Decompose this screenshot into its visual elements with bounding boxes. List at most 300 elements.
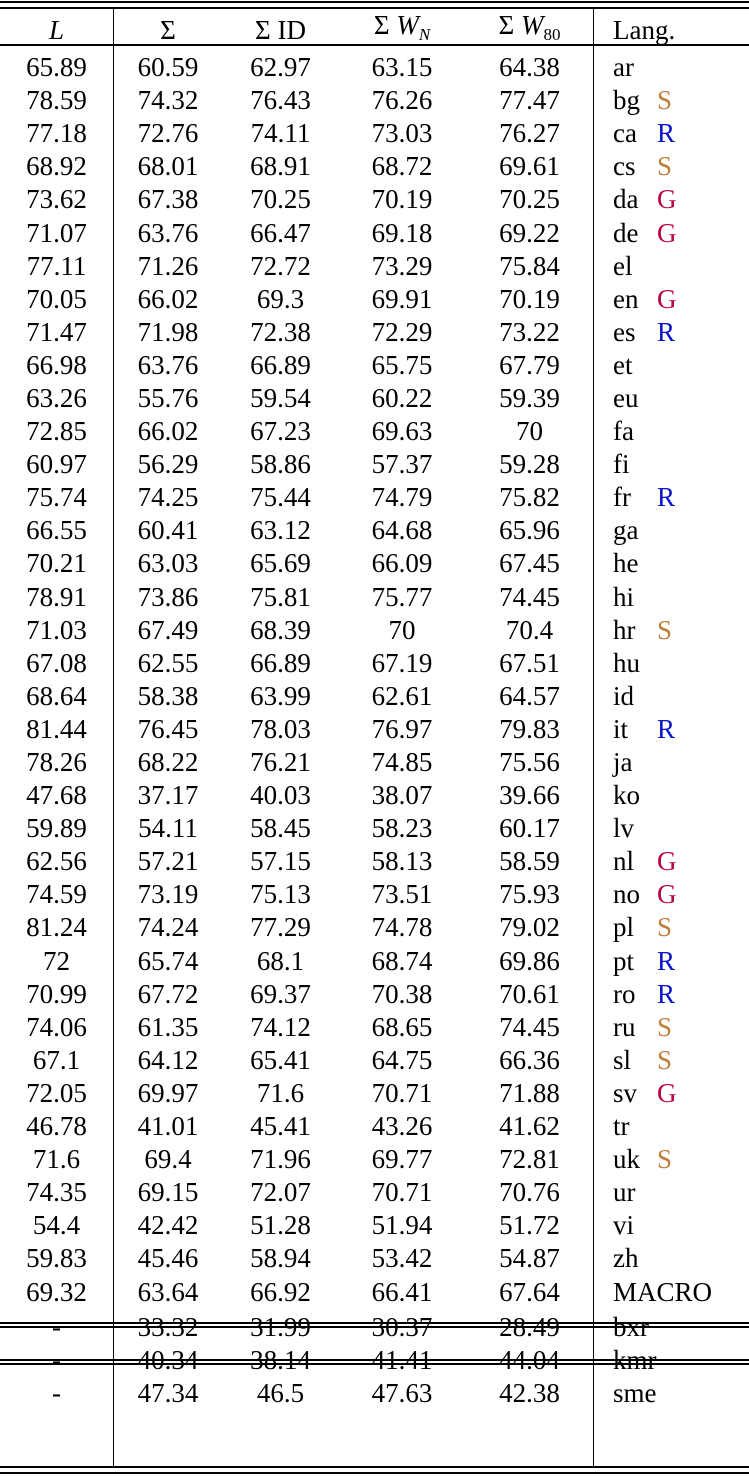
cell-s: 40.34 [137, 1344, 199, 1375]
cell-sid: 58.94 [250, 1243, 311, 1274]
cell-sw80: 75.56 [499, 747, 560, 778]
cell-sid: 75.13 [250, 879, 311, 910]
family-tag: S [657, 151, 673, 182]
cell-s: 67.72 [137, 978, 199, 1009]
cell-s: 72.76 [137, 118, 199, 149]
cell-sid: 65.69 [250, 548, 311, 579]
cell-lang [593, 415, 749, 448]
lang-code: sl [613, 1044, 632, 1075]
cell-l: 69.32 [26, 1277, 87, 1308]
cell-swn: 66.09 [371, 548, 433, 579]
cell-sw80: 64.57 [499, 680, 560, 711]
cell-sw80: 58.59 [499, 846, 560, 877]
table-row [0, 481, 749, 514]
cell-sid: 46.5 [256, 1377, 305, 1408]
cell-s: 54.11 [138, 813, 198, 844]
cell-s: 61.35 [137, 1011, 199, 1042]
cell-lang [593, 1275, 749, 1310]
cell-l: 78.91 [26, 581, 87, 612]
cell-sid: 57.15 [250, 846, 311, 877]
cell-swn: 70 [388, 614, 416, 645]
extra-row [0, 1377, 749, 1410]
lang-code: de [613, 217, 639, 248]
cell-lang [593, 581, 749, 614]
cell-s: 63.64 [137, 1277, 199, 1308]
table-row [0, 779, 749, 812]
cell-s: 65.74 [137, 945, 199, 976]
cell-sw80: 44.04 [499, 1344, 560, 1375]
family-tag: G [657, 283, 677, 314]
cell-sid: 71.6 [256, 1077, 305, 1108]
cell-sw80: 79.02 [499, 912, 560, 943]
table-row [0, 945, 749, 978]
cell-sid: 62.97 [250, 52, 311, 83]
cell-l: 74.06 [26, 1011, 87, 1042]
cell-lang [593, 1344, 749, 1377]
table-row [0, 382, 749, 415]
lang-code: ro [613, 978, 636, 1009]
header-row [0, 9, 749, 51]
cell-sid: 66.92 [250, 1277, 311, 1308]
table-row [0, 1077, 749, 1110]
lang-code: eu [613, 382, 639, 413]
cell-swn: 64.75 [371, 1044, 433, 1075]
bottom-rule-2 [0, 1472, 749, 1474]
cell-sw80: 59.39 [499, 382, 560, 413]
cell-sid: 69.37 [250, 978, 311, 1009]
family-tag: G [657, 879, 677, 910]
lang-code: tr [613, 1111, 630, 1142]
cell-sw80: 75.82 [499, 482, 560, 513]
table-row [0, 713, 749, 746]
cell-l: - [52, 1311, 61, 1342]
cell-sid: 66.47 [250, 217, 311, 248]
cell-sw80: 70.4 [505, 614, 554, 645]
cell-swn: 74.85 [371, 747, 433, 778]
family-tag: S [657, 1044, 673, 1075]
cell-l: 70.05 [26, 283, 87, 314]
cell-swn: 70.71 [371, 1077, 433, 1108]
cell-l: 47.68 [26, 780, 87, 811]
cell-l: 60.97 [26, 449, 87, 480]
cell-sid: 69.3 [256, 283, 305, 314]
cell-swn: 70.38 [371, 978, 433, 1009]
cell-l: 71.6 [32, 1144, 81, 1175]
cell-lang [593, 481, 749, 514]
cell-swn: 53.42 [371, 1243, 433, 1274]
table-row [0, 216, 749, 249]
cell-swn: 58.23 [371, 813, 433, 844]
table-row [0, 614, 749, 647]
cell-l: 71.47 [26, 316, 87, 347]
table-row [0, 911, 749, 944]
cell-s: 73.86 [137, 581, 199, 612]
cell-s: 33.32 [137, 1311, 199, 1342]
lang-code: en [613, 283, 639, 314]
cell-s: 37.17 [137, 780, 199, 811]
cell-l: 65.89 [26, 52, 87, 83]
lang-code: fi [613, 449, 630, 480]
cell-sid: 68.39 [250, 614, 311, 645]
table-row [0, 547, 749, 580]
cell-l: 71.07 [26, 217, 87, 248]
cell-sid: 66.89 [250, 349, 311, 380]
cell-lang [593, 117, 749, 150]
header-L: L [48, 14, 65, 45]
cell-lang [593, 812, 749, 845]
cell-swn: 76.97 [371, 713, 433, 744]
family-tag: S [657, 85, 673, 116]
cell-lang [593, 911, 749, 944]
cell-lang [593, 713, 749, 746]
cell-lang [593, 1310, 749, 1343]
table-row [0, 680, 749, 713]
cell-l: 72.05 [26, 1077, 87, 1108]
cell-swn: 74.78 [371, 912, 433, 943]
lang-code: cs [613, 151, 636, 182]
cell-s: 66.02 [137, 416, 199, 447]
cell-lang [593, 945, 749, 978]
cell-swn: 60.22 [371, 382, 433, 413]
cell-sw80: 28.49 [499, 1311, 560, 1342]
lang-code: pl [613, 912, 635, 943]
cell-l: 59.89 [26, 813, 87, 844]
cell-swn: 69.77 [371, 1144, 433, 1175]
cell-sw80: 67.64 [499, 1277, 560, 1308]
cell-s: 42.42 [137, 1210, 199, 1241]
cell-lang [593, 150, 749, 183]
cell-swn: 68.74 [371, 945, 433, 976]
table-row [0, 1143, 749, 1176]
cell-swn: 75.77 [371, 581, 433, 612]
header-sigma-wn [338, 9, 466, 51]
cell-sw80: 69.61 [499, 151, 560, 182]
cell-lang [593, 51, 749, 84]
lang-code: he [613, 548, 639, 579]
table-row [0, 349, 749, 382]
cell-lang [593, 250, 749, 283]
cell-sid: 76.21 [250, 747, 311, 778]
lang-code: lv [613, 813, 635, 844]
cell-l: - [52, 1344, 61, 1375]
cell-s: 73.19 [137, 879, 199, 910]
cell-swn: 70.19 [371, 184, 433, 215]
cell-s: 67.49 [137, 614, 199, 645]
cell-sw80: 75.84 [499, 250, 560, 281]
cell-sw80: 72.81 [499, 1144, 560, 1175]
table-row [0, 283, 749, 316]
cell-sid: 74.11 [250, 118, 311, 149]
cell-swn: 73.29 [371, 250, 433, 281]
family-tag: R [657, 316, 676, 347]
cell-l: 81.44 [26, 713, 87, 744]
extra-row [0, 1310, 749, 1343]
cell-s: 63.03 [137, 548, 199, 579]
cell-s: 71.26 [137, 250, 199, 281]
cell-swn: 72.29 [371, 316, 433, 347]
table-row [0, 1242, 749, 1275]
cell-sw80: 79.83 [499, 713, 560, 744]
lang-code: da [613, 184, 639, 215]
lang-code: sv [613, 1077, 638, 1108]
table-row [0, 812, 749, 845]
cell-swn: 73.03 [371, 118, 433, 149]
cell-swn: 74.79 [371, 482, 433, 513]
cell-lang [593, 878, 749, 911]
cell-sid: 71.96 [250, 1144, 311, 1175]
cell-lang [593, 978, 749, 1011]
cell-s: 60.41 [137, 515, 199, 546]
cell-swn: 62.61 [371, 680, 433, 711]
lang-code: ja [613, 747, 633, 778]
cell-s: 74.24 [137, 912, 199, 943]
cell-l: 67.1 [32, 1044, 81, 1075]
cell-sw80: 70 [516, 416, 543, 447]
cell-l: - [52, 1377, 61, 1408]
cell-swn: 69.63 [371, 416, 433, 447]
lang-code: no [613, 879, 640, 910]
cell-sw80: 60.17 [499, 813, 560, 844]
cell-l: 68.92 [26, 151, 87, 182]
table-row [0, 316, 749, 349]
cell-s: 76.45 [137, 713, 199, 744]
table-row [0, 647, 749, 680]
cell-sid: 45.41 [250, 1111, 311, 1142]
header-w-symbol: W [520, 10, 544, 40]
cell-sid: 77.29 [250, 912, 311, 943]
family-tag: S [657, 1144, 673, 1175]
cell-lang [593, 283, 749, 316]
cell-sw80: 69.22 [499, 217, 560, 248]
cell-l: 62.56 [26, 846, 87, 877]
cell-sid: 70.25 [250, 184, 311, 215]
lang-code: id [613, 680, 635, 711]
family-tag: G [657, 1077, 677, 1108]
cell-s: 68.01 [137, 151, 199, 182]
cell-lang [593, 1209, 749, 1242]
cell-s: 45.46 [137, 1243, 199, 1274]
cell-l: 54.4 [32, 1210, 81, 1241]
table-row [0, 978, 749, 1011]
table-row [0, 1011, 749, 1044]
cell-swn: 65.75 [371, 349, 433, 380]
cell-lang [593, 1377, 749, 1410]
cell-lang [593, 316, 749, 349]
cell-lang [593, 647, 749, 680]
cell-lang [593, 1176, 749, 1209]
lang-code: bg [613, 85, 640, 116]
cell-lang [593, 349, 749, 382]
cell-l: 73.62 [26, 184, 87, 215]
lang-code: fa [613, 416, 634, 447]
cell-sw80: 77.47 [499, 85, 560, 116]
cell-s: 60.59 [137, 52, 199, 83]
cell-sw80: 70.61 [499, 978, 560, 1009]
family-tag: R [657, 978, 676, 1009]
cell-swn: 64.68 [371, 515, 433, 546]
cell-sw80: 71.88 [499, 1077, 560, 1108]
lang-code: ga [613, 515, 639, 546]
cell-s: 69.4 [144, 1144, 192, 1175]
table-row [0, 581, 749, 614]
cell-sw80: 65.96 [499, 515, 560, 546]
table-row [0, 1110, 749, 1143]
family-tag: R [657, 713, 676, 744]
cell-sw80: 66.36 [499, 1044, 560, 1075]
table-row [0, 448, 749, 481]
cell-s: 69.97 [137, 1077, 199, 1108]
cell-s: 67.38 [137, 184, 199, 215]
cell-sid: 75.81 [250, 581, 311, 612]
family-tag: G [657, 217, 677, 248]
cell-lang [593, 1077, 749, 1110]
cell-l: 68.64 [26, 680, 87, 711]
cell-sw80: 70.25 [499, 184, 560, 215]
cell-sid: 68.91 [250, 151, 311, 182]
cell-l: 59.83 [26, 1243, 87, 1274]
family-tag: R [657, 118, 676, 149]
cell-swn: 66.41 [371, 1277, 433, 1308]
macro-row [0, 1275, 749, 1310]
cell-lang [593, 1110, 749, 1143]
cell-lang [593, 845, 749, 878]
cell-lang [593, 1242, 749, 1275]
header-sigma-wn-base: Σ W [373, 10, 419, 40]
cell-s: 55.76 [137, 382, 199, 413]
cell-sw80: 74.45 [499, 581, 560, 612]
cell-swn: 68.72 [371, 151, 433, 182]
cell-s: 57.21 [137, 846, 199, 877]
cell-sid: 59.54 [250, 382, 311, 413]
table-row [0, 51, 749, 84]
table-row [0, 1044, 749, 1077]
cell-sw80: 51.72 [499, 1210, 560, 1241]
cell-lang [593, 680, 749, 713]
cell-sid: 65.41 [250, 1044, 311, 1075]
lang-code: hr [613, 614, 636, 645]
cell-sw80: 74.45 [499, 1011, 560, 1042]
family-tag: G [657, 184, 677, 215]
cell-l: 70.21 [26, 548, 87, 579]
table-row [0, 746, 749, 779]
lang-code: nl [613, 846, 635, 877]
cell-l: 77.18 [26, 118, 87, 149]
cell-sw80: 69.86 [499, 945, 560, 976]
header-sigma-w80-sub: 80 [543, 25, 561, 44]
cell-l: 78.59 [26, 85, 87, 116]
cell-sid: 72.38 [250, 316, 311, 347]
cell-l: 66.98 [26, 349, 87, 380]
cell-lang [593, 1044, 749, 1077]
lang-code: el [613, 250, 633, 281]
cell-s: 56.29 [137, 449, 199, 480]
cell-s: 58.38 [137, 680, 199, 711]
cell-sw80: 70.19 [499, 283, 560, 314]
cell-lang [593, 547, 749, 580]
cell-l: 63.26 [26, 382, 87, 413]
cell-sid: 40.03 [250, 780, 311, 811]
cell-s: 41.01 [137, 1111, 199, 1142]
cell-swn: 58.13 [371, 846, 433, 877]
cell-l: 46.78 [26, 1111, 87, 1142]
cell-l: 71.03 [26, 614, 87, 645]
lang-code: sme [613, 1377, 657, 1408]
cell-sid: 58.86 [250, 449, 311, 480]
cell-lang [593, 183, 749, 216]
header-sigma-w80-base: Σ W [498, 10, 544, 40]
cell-lang [593, 84, 749, 117]
lang-code: kmr [613, 1344, 657, 1375]
table-row [0, 183, 749, 216]
extra-row [0, 1344, 749, 1377]
cell-s: 47.34 [137, 1377, 199, 1408]
table-row [0, 250, 749, 283]
header-lang: Lang. [613, 14, 676, 45]
cell-s: 62.55 [137, 647, 199, 678]
cell-sid: 63.99 [250, 680, 311, 711]
cell-swn: 70.71 [371, 1177, 433, 1208]
cell-l: 70.99 [26, 978, 87, 1009]
cell-sid: 38.14 [250, 1344, 311, 1375]
table-row [0, 845, 749, 878]
cell-sw80: 67.79 [499, 349, 560, 380]
cell-lang [593, 1011, 749, 1044]
lang-code: MACRO [613, 1277, 713, 1308]
cell-swn: 30.37 [371, 1311, 433, 1342]
cell-s: 68.22 [137, 747, 199, 778]
cell-swn: 69.18 [371, 217, 433, 248]
family-tag: S [657, 1011, 673, 1042]
top-rule-1 [0, 1, 749, 3]
bottom-rule-1 [0, 1466, 749, 1468]
cell-sw80: 75.93 [499, 879, 560, 910]
cell-s: 71.98 [137, 316, 199, 347]
cell-lang [593, 779, 749, 812]
cell-swn: 57.37 [371, 449, 433, 480]
table-row [0, 415, 749, 448]
table-row [0, 117, 749, 150]
family-tag: S [657, 614, 673, 645]
cell-sid: 72.72 [250, 250, 311, 281]
cell-sid: 78.03 [250, 713, 311, 744]
cell-swn: 47.63 [371, 1377, 433, 1408]
table-row [0, 1176, 749, 1209]
cell-s: 69.15 [137, 1177, 199, 1208]
cell-sw80: 39.66 [499, 780, 560, 811]
cell-swn: 63.15 [371, 52, 433, 83]
lang-code: fr [613, 482, 631, 513]
lang-code: es [613, 316, 636, 347]
cell-sid: 51.28 [250, 1210, 311, 1241]
cell-l: 78.26 [26, 747, 87, 778]
header-sigma-id: Σ ID [255, 14, 306, 45]
cell-swn: 67.19 [371, 647, 433, 678]
lang-code: ar [613, 52, 634, 83]
cell-l: 81.24 [26, 912, 87, 943]
lang-code: hu [613, 647, 640, 678]
cell-sw80: 67.51 [499, 647, 560, 678]
family-tag: R [657, 482, 676, 513]
header-sigma-w80 [466, 9, 593, 51]
table-row [0, 878, 749, 911]
cell-l: 74.35 [26, 1177, 87, 1208]
cell-l: 72 [43, 945, 70, 976]
table-row [0, 150, 749, 183]
cell-l: 67.08 [26, 647, 87, 678]
cell-sid: 68.1 [256, 945, 305, 976]
cell-lang [593, 448, 749, 481]
cell-sw80: 70.76 [499, 1177, 560, 1208]
